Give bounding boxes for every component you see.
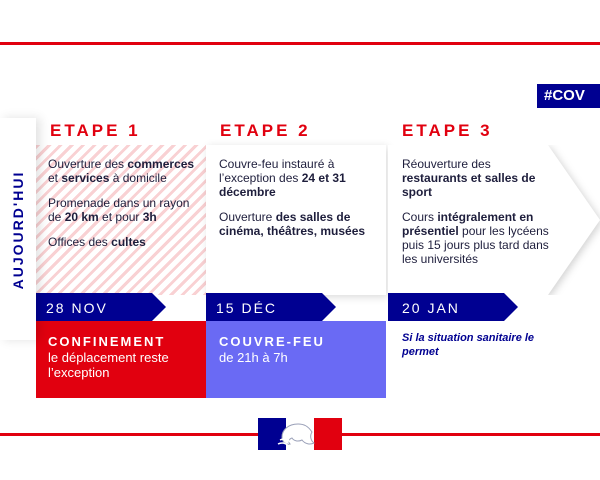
step-item: Promenade dans un rayon de 20 km et pour 3h bbox=[48, 196, 190, 224]
couvre-feu-title: COUVRE-FEU bbox=[219, 334, 325, 349]
step-1-date: 28 NOV bbox=[46, 300, 108, 316]
couvre-feu-subtitle: de 21h à 7h bbox=[219, 350, 288, 365]
step-2-date: 15 DÉC bbox=[216, 300, 278, 316]
step-3-title: ETAPE 3 bbox=[402, 121, 493, 140]
step-item: Réouverture des restaurants et salles de sport bbox=[402, 157, 536, 199]
marianne-logo-icon bbox=[258, 418, 342, 450]
step-item: Couvre-feu instauré à l’exception des 24 et 31 décembre bbox=[219, 157, 346, 199]
step-item: Cours intégralement en présentiel pour les lycéens puis 15 jours plus tard dans les universités bbox=[402, 210, 549, 266]
step-1-title: ETAPE 1 bbox=[50, 121, 141, 140]
confinement-title: CONFINEMENT bbox=[48, 334, 166, 349]
conditional-note: Si la situation sanitaire le permet bbox=[402, 332, 535, 358]
step-2-title: ETAPE 2 bbox=[220, 121, 311, 140]
step-1-description bbox=[48, 157, 198, 260]
step-3-description bbox=[402, 157, 552, 277]
top-red-rule bbox=[0, 42, 600, 45]
confinement-subtitle: le déplacement reste l’exception bbox=[48, 350, 169, 380]
step-item: Ouverture des commerces et services à domicile bbox=[48, 157, 195, 185]
step-item: Ouverture des salles de cinéma, théâtres, musées bbox=[219, 210, 366, 238]
hashtag-badge: #COV bbox=[537, 84, 600, 108]
step-3-date: 20 JAN bbox=[402, 300, 460, 316]
step-2-description bbox=[219, 157, 379, 249]
today-label: AUJOURD'HUI bbox=[10, 170, 26, 290]
step-item: Offices des cultes bbox=[48, 235, 146, 249]
